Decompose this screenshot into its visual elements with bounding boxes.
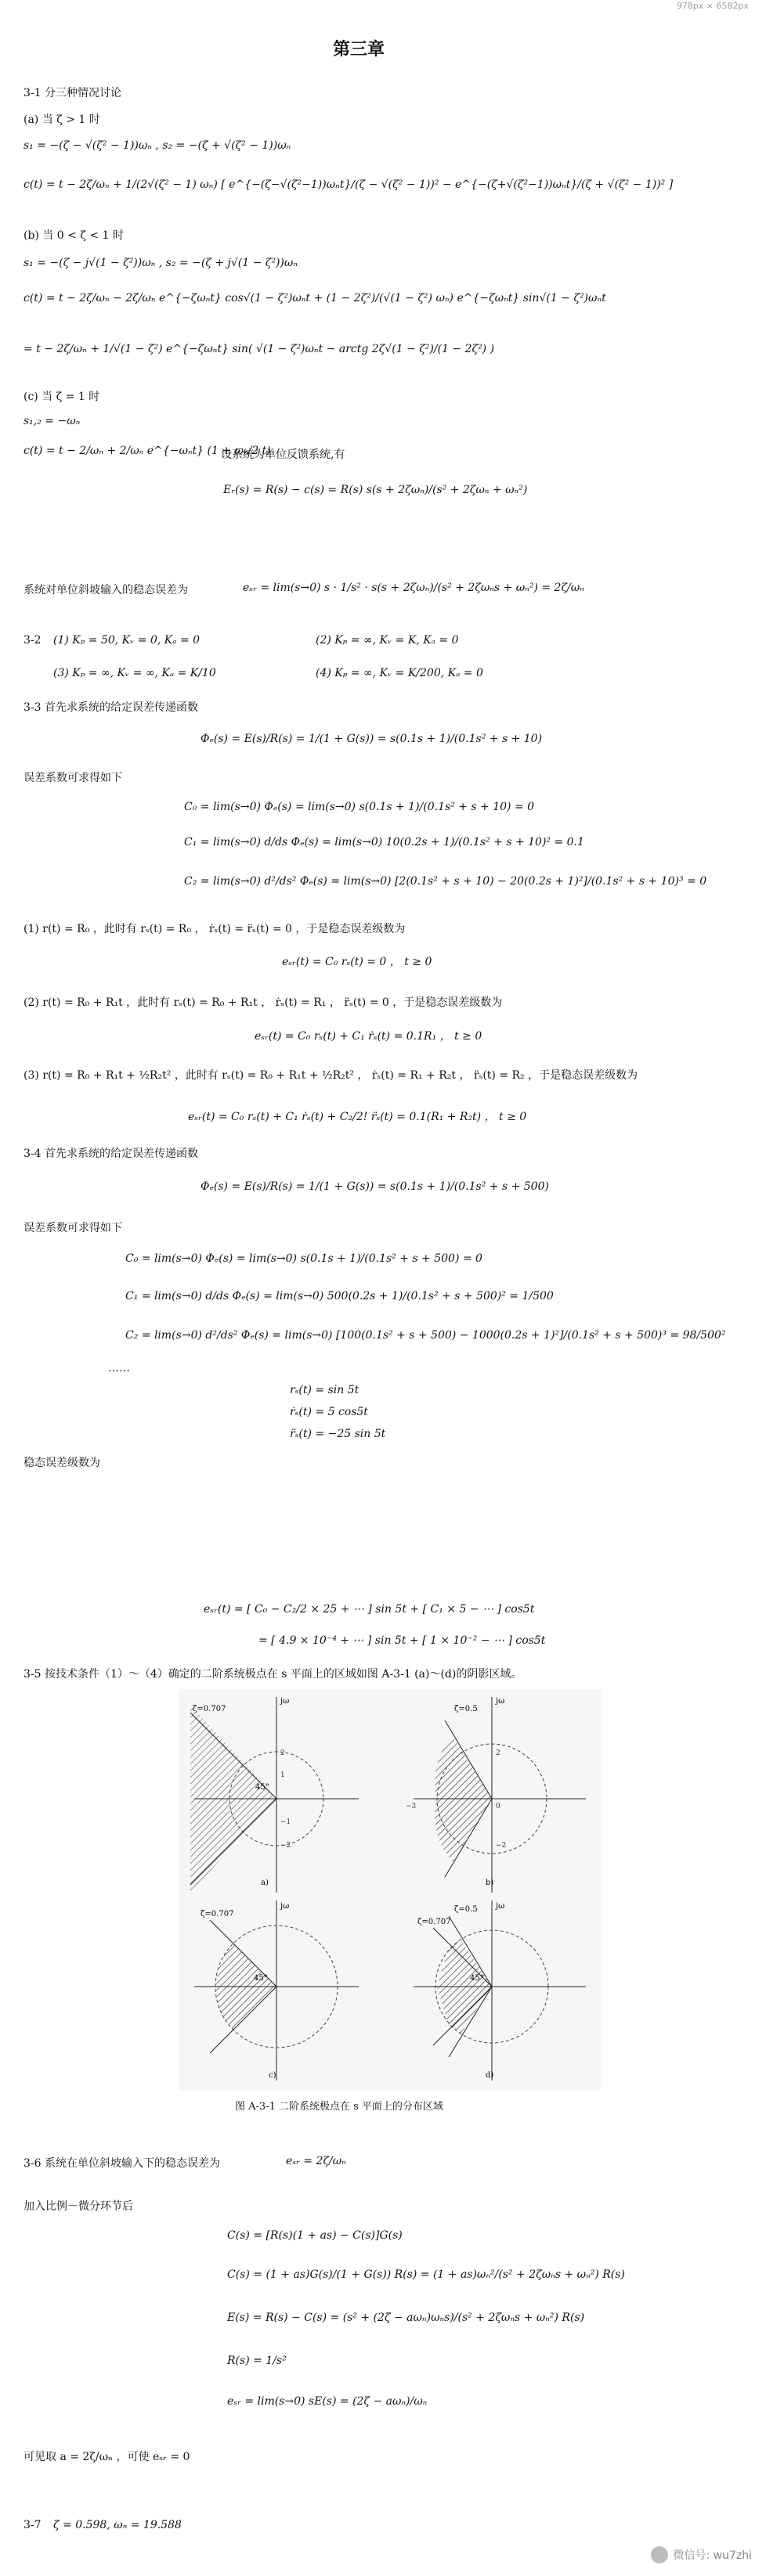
s36-ess: eₛᵣ = 2ζ/ωₙ	[286, 2155, 346, 2167]
panel-a-zeta: ζ=0.707	[193, 1705, 226, 1713]
section-3-4-heading: 3-4 首先求系统的给定误差传递函数	[23, 1147, 198, 1160]
s32-item-4: (4) Kₚ = ∞, Kᵥ = K/200, Kₐ = 0	[316, 667, 483, 679]
case-b-roots: s₁ = −(ζ − j√(1 − ζ²))ωₙ , s₂ = −(ζ + j√(1 − ζ²))ωₙ	[23, 257, 298, 269]
panel-d-label: d)	[486, 2071, 494, 2080]
s32-item-2: (2) Kₚ = ∞, Kᵥ = K, Kₐ = 0	[316, 634, 459, 647]
s32-item-1: (1) Kₚ = 50, Kᵥ = 0, Kₐ = 0	[53, 634, 201, 647]
image-dimensions: 978px × 6582px	[676, 1, 749, 11]
section-3-7-heading: 3-7	[23, 2519, 42, 2531]
s34-coef-text: 误差系数可求得如下	[23, 1222, 122, 1234]
panel-d	[414, 1900, 586, 2081]
s37-eq: ζ = 0.598, ωₙ = 19.588	[53, 2519, 182, 2531]
panel-a	[190, 1697, 359, 1893]
s36-pd-text: 加入比例－微分环节后	[23, 2200, 133, 2213]
s33-case-1-eq: eₛᵣ(t) = C₀ rₛ(t) = 0 ， t ≥ 0	[282, 956, 432, 968]
svg-text:−3: −3	[406, 1803, 417, 1810]
wechat-watermark	[651, 2546, 752, 2563]
case-b-label: (b) 当 0 < ζ < 1 时	[23, 229, 124, 242]
figure-a-3-1	[179, 1689, 602, 2090]
section-3-1-heading: 3-1 分三种情况讨论	[23, 87, 121, 99]
watermark-text: 微信号: wu7zhi	[673, 2549, 752, 2562]
ramp-error-eq: eₛᵣ = lim(s→0) s · 1/s² · s(s + 2ζωₙ)/(s² + 2ζωₙs + ωₙ²) = 2ζ/ωₙ	[243, 582, 584, 594]
case-c-response: c(t) = t − 2/ωₙ + 2/ωₙ e^{−ωₙt} (1 + ωₙ/2 t)	[23, 445, 271, 457]
section-3-2-heading: 3-2	[23, 634, 42, 647]
s34-r1: rₛ(t) = sin 5t	[290, 1384, 360, 1396]
s34-r2: ṙₛ(t) = 5 cos5t	[290, 1406, 368, 1418]
panel-a-angle: 45°	[255, 1783, 269, 1792]
svg-text:−2: −2	[496, 1842, 507, 1850]
case-a-response: c(t) = t − 2ζ/ωₙ + 1/(2√(ζ² − 1) ωₙ) [ e^{−(ζ−√(ζ²−1))ωₙt}/(ζ − √(ζ² − 1))² − e^{−(ζ+√(ζ²−1))ωₙt}/(ζ + √(ζ² − 1))² ]	[23, 178, 674, 191]
case-c-roots: s₁,₂ = −ωₙ	[23, 415, 81, 427]
panel-b	[414, 1697, 586, 1893]
case-a-roots: s₁ = −(ζ − √(ζ² − 1))ωₙ , s₂ = −(ζ + √(ζ² − 1))ωₙ	[23, 139, 291, 152]
figure-caption: 图 A-3-1 二阶系统极点在 s 平面上的分布区域	[235, 2101, 443, 2113]
panel-a-label: a)	[261, 1879, 269, 1887]
panel-b-label: b)	[486, 1879, 494, 1887]
panel-c-axis-j: jω	[280, 1902, 290, 1911]
s36-eq-1: C(s) = [R(s)(1 + as) − C(s)]G(s)	[227, 2229, 403, 2242]
s34-r3: r̈ₛ(t) = −25 sin 5t	[290, 1428, 386, 1440]
s33-c2: C₂ = lim(s→0) d²/ds² Φₑ(s) = lim(s→0) [2(0.1s² + s + 10) − 20(0.2s + 1)²]/(0.1s² + s + 10)³ = 0	[184, 875, 707, 888]
s32-item-3: (3) Kₚ = ∞, Kᵥ = ∞, Kₐ = K/10	[53, 667, 216, 679]
s34-ess-line-2: = [ 4.9 × 10⁻⁴ + ⋯ ] sin 5t + [ 1 × 10⁻² − ⋯ ] cos5t	[258, 1634, 546, 1647]
panel-d-zeta-2: ζ=0.707	[417, 1918, 451, 1926]
s33-c1: C₁ = lim(s→0) d/ds Φₑ(s) = lim(s→0) 10(0.2s + 1)/(0.1s² + s + 10)² = 0.1	[184, 836, 584, 848]
s33-coef-text: 误差系数可求得如下	[23, 772, 122, 784]
document-page	[16, 14, 752, 2570]
s36-eq-4: R(s) = 1/s²	[227, 2354, 287, 2367]
s34-c1: C₁ = lim(s→0) d/ds Φₑ(s) = lim(s→0) 500(0.2s + 1)/(0.1s² + s + 500)² = 1/500	[125, 1290, 554, 1302]
s36-eq-3: E(s) = R(s) − C(s) = (s² + (2ζ − aωₙ)ωₙs)/(s² + 2ζωₙs + ωₙ²) R(s)	[227, 2311, 585, 2324]
s34-dots: ……	[108, 1362, 130, 1374]
section-3-3-heading: 3-3 首先求系统的给定误差传递函数	[23, 701, 198, 714]
case-b-response-alt: = t − 2ζ/ωₙ + 1/√(1 − ζ²) e^{−ζωₙt} sin( √(1 − ζ²)ωₙt − arctg 2ζ√(1 − ζ²)/(1 − 2ζ²) )	[23, 343, 495, 355]
ramp-error-text: 系统对单位斜坡输入的稳态误差为	[23, 584, 188, 596]
s33-c0: C₀ = lim(s→0) Φₑ(s) = lim(s→0) s(0.1s + 1)/(0.1s² + s + 10) = 0	[184, 801, 535, 813]
svg-text:−2: −2	[280, 1842, 291, 1850]
s33-case-1: (1) r(t) = R₀ ，此时有 rₛ(t) = R₀ ， ṙₛ(t) = r̈ₛ(t) = 0 ，于是稳态误差级数为	[23, 923, 406, 935]
panel-b-zeta: ζ=0.5	[454, 1705, 478, 1713]
feedback-text: 设系统为单位反馈系统,有	[221, 449, 345, 461]
panel-a-axis-j: jω	[280, 1697, 290, 1706]
chapter-title: 第三章	[333, 39, 385, 59]
panel-c-label: c)	[269, 2071, 276, 2080]
viewer-bar	[0, 0, 766, 13]
s34-c0: C₀ = lim(s→0) Φₑ(s) = lim(s→0) s(0.1s + 1)/(0.1s² + s + 500) = 0	[125, 1252, 482, 1265]
s36-conclusion: 可见取 a = 2ζ/ωₙ ，可使 eₛᵣ = 0	[23, 2451, 190, 2463]
svg-text:−1: −1	[280, 1818, 291, 1826]
svg-text:1: 1	[280, 1771, 285, 1779]
wechat-icon	[651, 2546, 668, 2563]
s33-case-3-eq: eₛᵣ(t) = C₀ rₛ(t) + C₁ ṙₛ(t) + C₂/2! r̈ₛ(t) = 0.1(R₁ + R₂t) ， t ≥ 0	[188, 1111, 527, 1123]
s36-eq-2: C(s) = (1 + as)G(s)/(1 + G(s)) R(s) = (1 + as)ωₙ²/(s² + 2ζωₙs + ωₙ²) R(s)	[227, 2268, 625, 2281]
s34-transfer-function: Φₑ(s) = E(s)/R(s) = 1/(1 + G(s)) = s(0.1s + 1)/(0.1s² + s + 500)	[201, 1180, 549, 1193]
panel-c-angle: 45°	[254, 1974, 268, 1983]
svg-text:2: 2	[496, 1749, 500, 1757]
case-c-label: (c) 当 ζ = 1 时	[23, 391, 100, 403]
panel-c-zeta: ζ=0.707	[201, 1910, 234, 1918]
svg-text:0: 0	[496, 1803, 500, 1810]
panel-c	[194, 1900, 359, 2081]
svg-text:2: 2	[280, 1749, 285, 1757]
section-3-6-heading: 3-6 系统在单位斜坡输入下的稳态误差为	[23, 2157, 220, 2170]
s36-eq-5: eₛᵣ = lim(s→0) sE(s) = (2ζ − aωₙ)/ωₙ	[227, 2395, 428, 2408]
case-a-label: (a) 当 ζ > 1 时	[23, 113, 100, 126]
s33-case-3: (3) r(t) = R₀ + R₁t + ½R₂t² ，此时有 rₛ(t) = R₀ + R₁t + ½R₂t² ， ṙₛ(t) = R₁ + R₂t ， r̈ₛ(t) = R₂ ，于是稳态误差级数为	[23, 1069, 638, 1082]
s33-transfer-function: Φₑ(s) = E(s)/R(s) = 1/(1 + G(s)) = s(0.1s + 1)/(0.1s² + s + 10)	[201, 733, 543, 745]
case-b-response: c(t) = t − 2ζ/ωₙ − 2ζ/ωₙ e^{−ζωₙt} cos√(1 − ζ²)ωₙt + (1 − 2ζ²)/(√(1 − ζ²) ωₙ) e^{−ζωₙt} sin√(1 − ζ²)ωₙt	[23, 292, 606, 304]
s34-ss-text: 稳态误差级数为	[23, 1457, 100, 1469]
panel-d-zeta-1: ζ=0.5	[454, 1905, 478, 1914]
s34-ess-line-1: eₛᵣ(t) = [ C₀ − C₂/2 × 25 + ⋯ ] sin 5t + [ C₁ × 5 − ⋯ ] cos5t	[204, 1603, 535, 1616]
panel-d-axis-j: jω	[496, 1902, 505, 1911]
s34-c2: C₂ = lim(s→0) d²/ds² Φₑ(s) = lim(s→0) [100(0.1s² + s + 500) − 1000(0.2s + 1)²]/(0.1s² + s + 500)³ = 98/500²	[125, 1329, 726, 1342]
section-3-5-heading: 3-5 按技术条件（1）～（4）确定的二阶系统极点在 s 平面上的区域如图 A-3-1 (a)～(d)的阴影区域。	[23, 1668, 522, 1681]
feedback-error-eq: Eᵣ(s) = R(s) − c(s) = R(s) s(s + 2ζωₙ)/(s² + 2ζωₙ + ωₙ²)	[223, 484, 528, 496]
s33-case-2-eq: eₛᵣ(t) = C₀ rₛ(t) + C₁ ṙₛ(t) = 0.1R₁ ， t ≥ 0	[255, 1030, 482, 1043]
panel-d-angle: 45°	[470, 1974, 484, 1983]
s33-case-2: (2) r(t) = R₀ + R₁t ，此时有 rₛ(t) = R₀ + R₁t ， ṙₛ(t) = R₁ ， r̈ₛ(t) = 0 ，于是稳态误差级数为	[23, 996, 503, 1009]
panel-b-axis-j: jω	[496, 1697, 505, 1706]
